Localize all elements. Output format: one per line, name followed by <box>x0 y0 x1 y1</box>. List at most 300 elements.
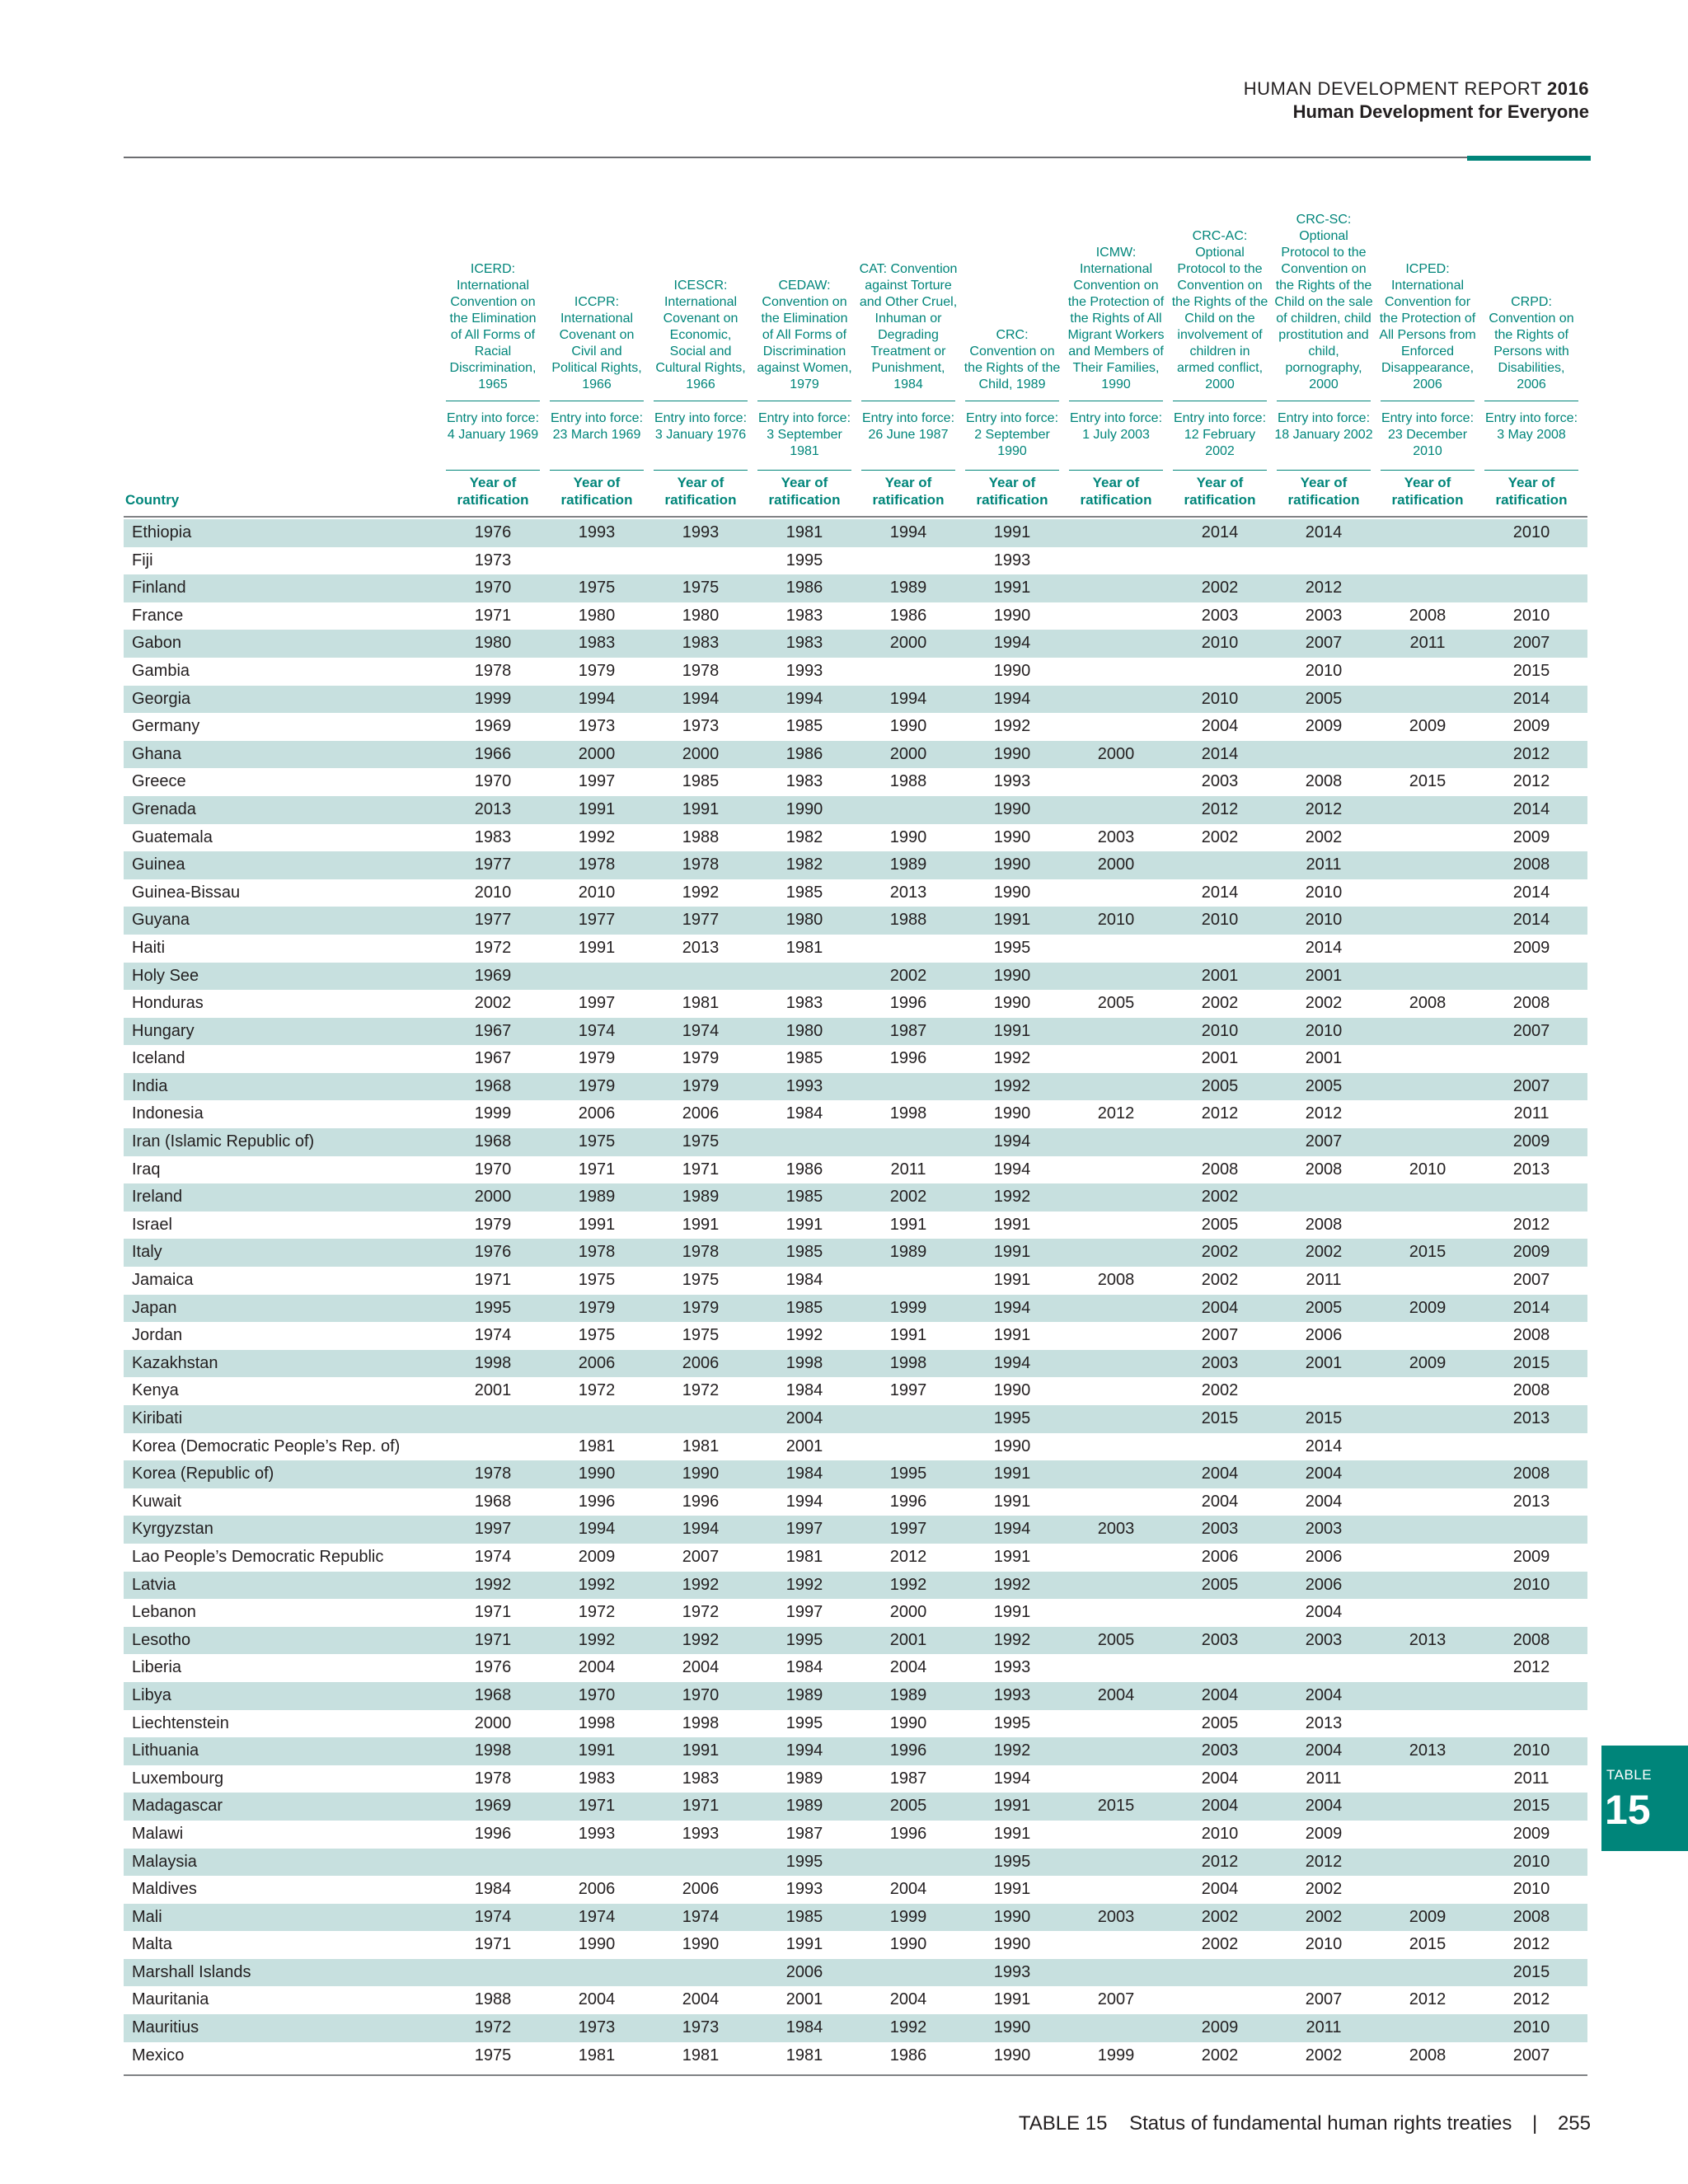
ratification-year-cell: 2008 <box>1512 1381 1550 1400</box>
ratification-year-cell: 1991 <box>993 1797 1031 1816</box>
table-row <box>124 824 1587 852</box>
ratification-year-cell: 2005 <box>1305 1076 1343 1095</box>
ratification-year-cell: 2005 <box>1201 1713 1239 1732</box>
ratification-year-cell: 1992 <box>993 1630 1031 1649</box>
ratification-year-cell: 1992 <box>682 883 720 902</box>
table-row <box>124 1322 1587 1350</box>
table-row <box>124 1904 1587 1932</box>
ratification-year-cell: 1993 <box>993 772 1031 791</box>
ratification-year-cell: 2012 <box>1097 1104 1135 1123</box>
ratification-year-cell: 2009 <box>1512 1132 1550 1151</box>
ratification-year-cell: 2000 <box>889 634 927 653</box>
country-name: Kazakhstan <box>132 1353 218 1372</box>
ratification-year-cell: 2003 <box>1201 1520 1239 1539</box>
ratification-year-cell: 1977 <box>474 911 512 930</box>
ratification-year-cell: 2005 <box>1097 994 1135 1013</box>
country-name: Greece <box>132 772 186 791</box>
ratification-year-cell: 2006 <box>1305 1326 1343 1345</box>
ratification-year-cell: 1967 <box>474 1021 512 1040</box>
ratification-year-cell: 1981 <box>785 2046 823 2064</box>
ratification-year-cell: 1978 <box>578 855 616 874</box>
country-name: Mexico <box>132 2046 185 2064</box>
ratification-year-cell: 1972 <box>474 938 512 957</box>
ratification-year-cell: 1971 <box>578 1797 616 1816</box>
page-footer <box>1019 2112 1591 2135</box>
ratification-year-cell: 2004 <box>578 1658 616 1677</box>
ratification-year-cell: 2006 <box>578 1104 616 1123</box>
ratification-year-cell: 2000 <box>474 1188 512 1207</box>
ratification-year-cell: 1995 <box>785 551 823 569</box>
country-name: Lithuania <box>132 1741 199 1760</box>
ratification-year-cell: 2000 <box>682 744 720 763</box>
ratification-year-cell: 1991 <box>889 1215 927 1234</box>
ratification-year-cell: 1991 <box>889 1326 927 1345</box>
ratification-year-cell: 2006 <box>682 1104 720 1123</box>
table-row <box>124 879 1587 907</box>
ratification-year-cell: 1975 <box>578 1132 616 1151</box>
ratification-year-cell: 1983 <box>682 1769 720 1788</box>
country-name: Kyrgyzstan <box>132 1520 213 1539</box>
ratification-year-cell: 2010 <box>1512 2018 1550 2037</box>
column-measure: Year of ratification <box>1495 475 1568 508</box>
ratification-year-cell: 2002 <box>1305 1907 1343 1926</box>
table-row <box>124 1793 1587 1821</box>
ratification-year-cell: 2012 <box>1512 1990 1550 2009</box>
ratification-year-cell: 1975 <box>578 1326 616 1345</box>
ratification-year-cell: 1997 <box>889 1381 927 1400</box>
ratification-year-cell: 1981 <box>578 1436 616 1455</box>
ratification-year-cell: 1999 <box>474 689 512 708</box>
ratification-year-cell: 2008 <box>1409 606 1447 625</box>
ratification-year-cell: 1984 <box>785 1271 823 1290</box>
ratification-year-cell: 2007 <box>1305 1132 1343 1151</box>
ratification-year-cell: 1972 <box>682 1381 720 1400</box>
ratification-year-cell: 1982 <box>785 855 823 874</box>
ratification-year-cell: 1975 <box>578 1271 616 1290</box>
ratification-year-cell: 1990 <box>993 1935 1031 1954</box>
table-row <box>124 1544 1587 1572</box>
ratification-year-cell: 1970 <box>474 1160 512 1179</box>
ratification-year-cell: 2003 <box>1201 772 1239 791</box>
ratification-year-cell: 1992 <box>474 1575 512 1594</box>
ratification-year-cell: 1994 <box>993 1298 1031 1317</box>
table-row <box>124 713 1587 741</box>
country-name: Haiti <box>132 938 166 957</box>
ratification-year-cell: 1985 <box>785 1188 823 1207</box>
ratification-year-cell: 1990 <box>889 1713 927 1732</box>
ratification-year-cell: 1991 <box>578 799 616 818</box>
ratification-year-cell: 1989 <box>889 579 927 598</box>
ratification-year-cell: 2007 <box>1097 1990 1135 2009</box>
ratification-year-cell: 2012 <box>1512 744 1550 763</box>
ratification-year-cell: 2009 <box>1512 1243 1550 1262</box>
ratification-year-cell: 1984 <box>785 1104 823 1123</box>
ratification-year-cell: 2008 <box>1409 994 1447 1013</box>
ratification-year-cell: 2002 <box>474 994 512 1013</box>
table-row <box>124 768 1587 796</box>
country-name: Fiji <box>132 551 153 569</box>
ratification-year-cell: 1970 <box>474 579 512 598</box>
ratification-year-cell: 1989 <box>578 1188 616 1207</box>
table-row <box>124 1212 1587 1240</box>
ratification-year-cell: 1996 <box>474 1824 512 1843</box>
ratification-year-cell: 2012 <box>1512 1935 1550 1954</box>
ratification-year-cell: 1990 <box>682 1935 720 1954</box>
ratification-year-cell: 1994 <box>578 1520 616 1539</box>
ratification-year-cell: 2009 <box>1409 1298 1447 1317</box>
ratification-year-cell: 2014 <box>1201 523 1239 541</box>
ratification-year-cell: 2007 <box>1512 634 1550 653</box>
ratification-year-cell: 1995 <box>993 938 1031 957</box>
treaty-table <box>124 519 1587 2069</box>
ratification-year-cell: 2010 <box>1512 1852 1550 1871</box>
ratification-year-cell: 1997 <box>578 994 616 1013</box>
ratification-year-cell: 1983 <box>785 772 823 791</box>
column-rule <box>861 470 955 471</box>
ratification-year-cell: 1995 <box>785 1713 823 1732</box>
table-row <box>124 1183 1587 1212</box>
country-name: Latvia <box>132 1575 176 1594</box>
ratification-year-cell: 1992 <box>993 1076 1031 1095</box>
ratification-year-cell: 2012 <box>1409 1990 1447 2009</box>
ratification-year-cell: 2015 <box>1201 1409 1239 1427</box>
ratification-year-cell: 2008 <box>1305 772 1343 791</box>
ratification-year-cell: 2003 <box>1097 1907 1135 1926</box>
ratification-year-cell: 1991 <box>993 523 1031 541</box>
ratification-year-cell: 2007 <box>1512 1021 1550 1040</box>
ratification-year-cell: 2012 <box>1512 1215 1550 1234</box>
ratification-year-cell: 1980 <box>785 911 823 930</box>
ratification-year-cell: 2000 <box>474 1713 512 1732</box>
ratification-year-cell: 2004 <box>682 1658 720 1677</box>
column-rule <box>757 470 851 471</box>
ratification-year-cell: 2007 <box>1305 634 1343 653</box>
ratification-year-cell: 1994 <box>682 1520 720 1539</box>
ratification-year-cell: 2000 <box>889 1603 927 1622</box>
ratification-year-cell: 2012 <box>1512 1658 1550 1677</box>
ratification-year-cell: 1999 <box>889 1298 927 1317</box>
ratification-year-cell: 1993 <box>993 1962 1031 1981</box>
ratification-year-cell: 1974 <box>474 1907 512 1926</box>
table-row <box>124 1350 1587 1378</box>
ratification-year-cell: 2009 <box>1409 1907 1447 1926</box>
table-row <box>124 1267 1587 1295</box>
ratification-year-cell: 2001 <box>785 1436 823 1455</box>
ratification-year-cell: 1989 <box>682 1188 720 1207</box>
ratification-year-cell: 1969 <box>474 966 512 985</box>
ratification-year-cell: 2008 <box>1201 1160 1239 1179</box>
ratification-year-cell: 1974 <box>682 1907 720 1926</box>
ratification-year-cell: 2011 <box>1409 634 1446 653</box>
ratification-year-cell: 1978 <box>474 1465 512 1483</box>
ratification-year-cell: 2004 <box>1201 717 1239 736</box>
ratification-year-cell: 1991 <box>785 1935 823 1954</box>
ratification-year-cell: 2015 <box>1512 1353 1550 1372</box>
ratification-year-cell: 2003 <box>1305 1520 1343 1539</box>
ratification-year-cell: 2010 <box>1305 1021 1343 1040</box>
ratification-year-cell: 1990 <box>993 661 1031 680</box>
ratification-year-cell: 2010 <box>1201 1021 1239 1040</box>
ratification-year-cell: 1997 <box>785 1603 823 1622</box>
ratification-year-cell: 2011 <box>1306 855 1342 874</box>
country-name: Guyana <box>132 911 190 930</box>
ratification-year-cell: 1981 <box>785 1547 823 1566</box>
country-name: Libya <box>132 1685 171 1704</box>
ratification-year-cell: 1966 <box>474 744 512 763</box>
ratification-year-cell: 1992 <box>682 1575 720 1594</box>
ratification-year-cell: 1994 <box>682 689 720 708</box>
country-name: Japan <box>132 1298 177 1317</box>
ratification-year-cell: 1998 <box>889 1104 927 1123</box>
ratification-year-cell: 2002 <box>1201 1271 1239 1290</box>
ratification-year-cell: 1994 <box>785 1741 823 1760</box>
ratification-year-cell: 2012 <box>1305 579 1343 598</box>
ratification-year-cell: 1990 <box>785 799 823 818</box>
ratification-year-cell: 1997 <box>889 1520 927 1539</box>
ratification-year-cell: 1991 <box>993 1547 1031 1566</box>
ratification-year-cell: 1992 <box>578 1630 616 1649</box>
ratification-year-cell: 2010 <box>1512 1880 1550 1899</box>
ratification-year-cell: 2004 <box>889 1990 927 2009</box>
column-measure: Year of ratification <box>1287 475 1360 508</box>
ratification-year-cell: 1983 <box>785 606 823 625</box>
ratification-year-cell: 1980 <box>474 634 512 653</box>
ratification-year-cell: 2001 <box>1201 1049 1239 1068</box>
ratification-year-cell: 2004 <box>1201 1769 1239 1788</box>
ratification-year-cell: 2012 <box>1305 1104 1343 1123</box>
ratification-year-cell: 1995 <box>785 1630 823 1649</box>
ratification-year-cell: 2002 <box>1305 2046 1343 2064</box>
ratification-year-cell: 1994 <box>993 1353 1031 1372</box>
ratification-year-cell: 1971 <box>474 606 512 625</box>
column-entry-into-force: Entry into force: 26 June 1987 <box>861 411 955 442</box>
ratification-year-cell: 2014 <box>1305 1436 1343 1455</box>
country-name: Marshall Islands <box>132 1962 251 1981</box>
ratification-year-cell: 1987 <box>889 1021 927 1040</box>
ratification-year-cell: 1991 <box>578 1741 616 1760</box>
ratification-year-cell: 2001 <box>474 1381 512 1400</box>
ratification-year-cell: 1992 <box>682 1630 720 1649</box>
ratification-year-cell: 1993 <box>993 1685 1031 1704</box>
country-name: Indonesia <box>132 1104 204 1123</box>
footer-title: Status of fundamental human rights treaties <box>1129 2112 1512 2135</box>
column-title: CRC: Convention on the Rights of the Child, 1989 <box>964 328 1061 391</box>
ratification-year-cell: 1975 <box>682 1132 720 1151</box>
country-name: Gambia <box>132 661 190 680</box>
ratification-year-cell: 2004 <box>1201 1465 1239 1483</box>
ratification-year-cell: 1983 <box>785 634 823 653</box>
ratification-year-cell: 2014 <box>1512 1298 1550 1317</box>
ratification-year-cell: 2007 <box>1512 2046 1550 2064</box>
table-row <box>124 1460 1587 1488</box>
ratification-year-cell: 2009 <box>1512 827 1550 846</box>
ratification-year-cell: 1991 <box>993 1215 1031 1234</box>
column-entry-into-force: Entry into force: 23 March 1969 <box>550 411 644 442</box>
ratification-year-cell: 1994 <box>993 1769 1031 1788</box>
ratification-year-cell: 2009 <box>1201 2018 1239 2037</box>
ratification-year-cell: 1972 <box>578 1381 616 1400</box>
ratification-year-cell: 2006 <box>785 1962 823 1981</box>
country-name: Guinea-Bissau <box>132 883 241 902</box>
ratification-year-cell: 2013 <box>474 799 512 818</box>
ratification-year-cell: 1990 <box>889 1935 927 1954</box>
ratification-year-cell: 1998 <box>682 1713 720 1732</box>
column-title: ICERD: International Convention on the Elimination of All Forms of Racial Discrimination, 1965 <box>449 262 537 391</box>
ratification-year-cell: 1991 <box>993 1824 1031 1843</box>
ratification-year-cell: 1993 <box>578 523 616 541</box>
ratification-year-cell: 2004 <box>1305 1465 1343 1483</box>
ratification-year-cell: 1991 <box>993 1492 1031 1511</box>
ratification-year-cell: 1973 <box>682 2018 720 2037</box>
table-row <box>124 1405 1587 1433</box>
ratification-year-cell: 2015 <box>1097 1797 1135 1816</box>
ratification-year-cell: 1994 <box>993 634 1031 653</box>
ratification-year-cell: 2008 <box>1512 855 1550 874</box>
table-row <box>124 1572 1587 1600</box>
ratification-year-cell: 1980 <box>578 606 616 625</box>
ratification-year-cell: 2002 <box>1305 827 1343 846</box>
ratification-year-cell: 1985 <box>785 717 823 736</box>
ratification-year-cell: 2010 <box>1305 661 1343 680</box>
ratification-year-cell: 1968 <box>474 1076 512 1095</box>
ratification-year-cell: 1991 <box>993 911 1031 930</box>
ratification-year-cell: 1997 <box>578 772 616 791</box>
ratification-year-cell: 2008 <box>1512 1465 1550 1483</box>
column-measure: Year of ratification <box>1391 475 1464 508</box>
ratification-year-cell: 1990 <box>993 1907 1031 1926</box>
ratification-year-cell: 2010 <box>1409 1160 1447 1179</box>
ratification-year-cell: 2004 <box>1201 1685 1239 1704</box>
ratification-year-cell: 1990 <box>993 966 1031 985</box>
table-row <box>124 547 1587 575</box>
side-tab-label: TABLE <box>1606 1767 1653 1783</box>
header-rule <box>124 157 1591 158</box>
table-row <box>124 1959 1587 1987</box>
ratification-year-cell: 1996 <box>889 994 927 1013</box>
ratification-year-cell: 1985 <box>785 1907 823 1926</box>
country-name: Grenada <box>132 799 196 818</box>
ratification-year-cell: 2000 <box>1097 855 1135 874</box>
ratification-year-cell: 1995 <box>889 1465 927 1483</box>
ratification-year-cell: 2004 <box>1305 1797 1343 1816</box>
country-name: Mali <box>132 1907 162 1926</box>
table-row <box>124 1100 1587 1128</box>
country-name: Jamaica <box>132 1271 194 1290</box>
ratification-year-cell: 2008 <box>1512 994 1550 1013</box>
table-row <box>124 1377 1587 1405</box>
ratification-year-cell: 1992 <box>578 1575 616 1594</box>
ratification-year-cell: 1994 <box>785 689 823 708</box>
ratification-year-cell: 1977 <box>474 855 512 874</box>
ratification-year-cell: 1990 <box>993 744 1031 763</box>
ratification-year-cell: 1990 <box>993 606 1031 625</box>
ratification-year-cell: 1985 <box>785 1298 823 1317</box>
country-name: India <box>132 1076 168 1095</box>
country-name: Iceland <box>132 1049 185 1068</box>
ratification-year-cell: 2011 <box>1513 1769 1550 1788</box>
ratification-year-cell: 1984 <box>785 1465 823 1483</box>
table-row <box>124 1849 1587 1877</box>
ratification-year-cell: 2007 <box>1201 1326 1239 1345</box>
report-subtitle: Human Development for Everyone <box>1292 101 1589 122</box>
ratification-year-cell: 1986 <box>785 1160 823 1179</box>
ratification-year-cell: 2001 <box>1201 966 1239 985</box>
ratification-year-cell: 1992 <box>993 1188 1031 1207</box>
ratification-year-cell: 1974 <box>474 1547 512 1566</box>
ratification-year-cell: 1978 <box>682 855 720 874</box>
country-name: Iraq <box>132 1160 161 1179</box>
ratification-year-cell: 2002 <box>1305 994 1343 1013</box>
ratification-year-cell: 1969 <box>474 1797 512 1816</box>
ratification-year-cell: 2011 <box>1306 2018 1342 2037</box>
ratification-year-cell: 2015 <box>1512 661 1550 680</box>
ratification-year-cell: 2010 <box>1097 911 1135 930</box>
column-rule <box>446 470 540 471</box>
column-rule <box>654 470 748 471</box>
ratification-year-cell: 2012 <box>1305 1852 1343 1871</box>
ratification-year-cell: 1972 <box>682 1603 720 1622</box>
ratification-year-cell: 2008 <box>1305 1160 1343 1179</box>
table-row <box>124 1433 1587 1461</box>
ratification-year-cell: 2003 <box>1201 1353 1239 1372</box>
column-measure: Year of ratification <box>768 475 841 508</box>
ratification-year-cell: 1975 <box>682 1271 720 1290</box>
ratification-year-cell: 2002 <box>1201 1243 1239 1262</box>
ratification-year-cell: 1973 <box>474 551 512 569</box>
country-name: Holy See <box>132 966 199 985</box>
ratification-year-cell: 2001 <box>1305 966 1343 985</box>
country-name: Maldives <box>132 1880 197 1899</box>
ratification-year-cell: 1979 <box>682 1076 720 1095</box>
country-name: Guinea <box>132 855 185 874</box>
ratification-year-cell: 2012 <box>1201 1104 1239 1123</box>
table-row <box>124 1876 1587 1904</box>
ratification-year-cell: 1978 <box>682 661 720 680</box>
ratification-year-cell: 1971 <box>474 1935 512 1954</box>
ratification-year-cell: 1973 <box>578 717 616 736</box>
ratification-year-cell: 1979 <box>578 661 616 680</box>
ratification-year-cell: 1993 <box>993 551 1031 569</box>
ratification-year-cell: 1990 <box>578 1935 616 1954</box>
ratification-year-cell: 1975 <box>682 579 720 598</box>
ratification-year-cell: 2002 <box>1201 1381 1239 1400</box>
ratification-year-cell: 1991 <box>578 938 616 957</box>
ratification-year-cell: 1982 <box>785 827 823 846</box>
column-entry-into-force: Entry into force: 18 January 2002 <box>1274 411 1373 442</box>
ratification-year-cell: 1991 <box>682 1741 720 1760</box>
table-row <box>124 2042 1587 2070</box>
ratification-year-cell: 2010 <box>1201 1824 1239 1843</box>
ratification-year-cell: 1992 <box>785 1326 823 1345</box>
ratification-year-cell: 1991 <box>682 799 720 818</box>
ratification-year-cell: 1996 <box>578 1492 616 1511</box>
ratification-year-cell: 2011 <box>1306 1769 1342 1788</box>
ratification-year-cell: 2014 <box>1512 911 1550 930</box>
ratification-year-cell: 2007 <box>1512 1271 1550 1290</box>
ratification-year-cell: 1983 <box>682 634 720 653</box>
column-title: ICESCR: International Covenant on Economic, Social and Cultural Rights, 1966 <box>655 279 746 391</box>
ratification-year-cell: 1989 <box>785 1797 823 1816</box>
ratification-year-cell: 1992 <box>578 827 616 846</box>
ratification-year-cell: 2011 <box>1306 1271 1342 1290</box>
country-name: Italy <box>132 1243 162 1262</box>
ratification-year-cell: 1993 <box>578 1824 616 1843</box>
ratification-year-cell: 1990 <box>993 2046 1031 2064</box>
country-name: Israel <box>132 1215 172 1234</box>
ratification-year-cell: 1975 <box>578 579 616 598</box>
ratification-year-cell: 1990 <box>993 883 1031 902</box>
ratification-year-cell: 2004 <box>1305 1603 1343 1622</box>
